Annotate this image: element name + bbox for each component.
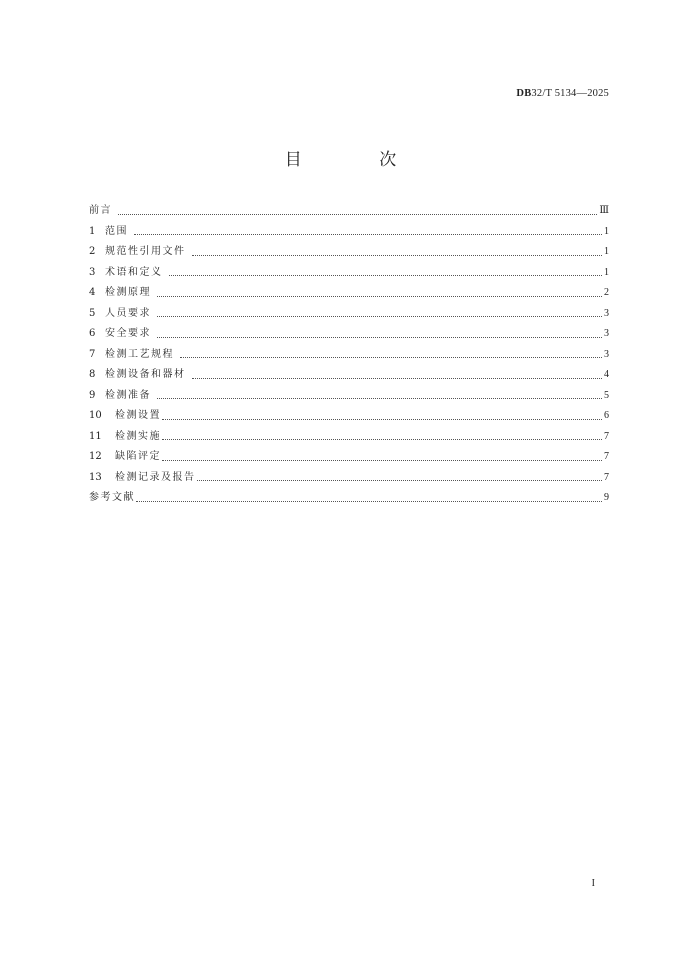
toc-entry-text: 安全要求 xyxy=(105,328,151,339)
toc-leader-dots xyxy=(162,438,602,440)
toc-entry-number: 9 xyxy=(89,389,96,401)
toc-entry-12[interactable] xyxy=(89,447,609,468)
toc-entry-number: 5 xyxy=(89,307,96,319)
toc-entry-bibliography[interactable] xyxy=(89,488,609,509)
toc-entry-text: 检测原理 xyxy=(105,287,151,298)
toc-leader-dots xyxy=(157,315,602,317)
toc-entry-text: 缺陷评定 xyxy=(115,451,161,462)
toc-leader-dots xyxy=(157,336,602,338)
toc-entry-page: 3 xyxy=(604,348,609,360)
toc-entry-number: 4 xyxy=(89,287,96,298)
toc-entry-number: 2 xyxy=(89,246,96,257)
toc-entry-text: 检测记录及报告 xyxy=(115,471,196,483)
toc-entry-page: Ⅲ xyxy=(599,205,609,216)
toc-leader-dots xyxy=(157,295,602,297)
toc-entry-text: 检测实施 xyxy=(115,430,161,442)
toc-entry-text: 检测设备和器材 xyxy=(105,369,186,380)
toc-entry-number: 1 xyxy=(89,225,96,237)
toc-entry-number: 7 xyxy=(89,348,96,360)
toc-entry-11[interactable] xyxy=(89,427,609,448)
toc-entry-text: 人员要求 xyxy=(105,307,151,319)
toc-leader-dots xyxy=(157,397,602,399)
toc-leader-dots xyxy=(136,500,602,502)
toc-entry-4[interactable] xyxy=(89,283,609,304)
standard-code xyxy=(516,88,609,99)
toc-entry-10[interactable] xyxy=(89,406,609,427)
toc-entry-page: 1 xyxy=(604,246,609,257)
page-number: I xyxy=(591,878,595,889)
toc-entry-text: 参考文献 xyxy=(89,492,135,503)
toc-entry-page: 5 xyxy=(604,389,609,401)
toc-entry-page: 1 xyxy=(604,225,609,237)
toc-entry-text: 检测准备 xyxy=(105,389,151,401)
toc-entry-7[interactable] xyxy=(89,345,609,366)
toc-entry-foreword[interactable] xyxy=(89,201,609,222)
toc-entry-text: 前言 xyxy=(89,205,112,216)
toc-entry-3[interactable] xyxy=(89,263,609,284)
toc-leader-dots xyxy=(134,233,602,235)
toc-leader-dots xyxy=(180,356,602,358)
toc-leader-dots xyxy=(192,377,603,379)
toc-entry-page: 7 xyxy=(604,451,609,462)
toc-entry-text: 术语和定义 xyxy=(105,266,163,278)
toc-entry-page: 3 xyxy=(604,328,609,339)
toc-leader-dots xyxy=(197,479,603,481)
toc-entry-page: 4 xyxy=(604,369,609,380)
toc-leader-dots xyxy=(162,418,602,420)
toc-entry-page: 3 xyxy=(604,307,609,319)
toc-entry-text: 规范性引用文件 xyxy=(105,246,186,257)
toc-entry-13[interactable] xyxy=(89,468,609,489)
toc-entry-page: 2 xyxy=(604,287,609,298)
toc-leader-dots xyxy=(169,274,603,276)
toc-entry-number: 10 xyxy=(89,410,102,421)
toc-entry-6[interactable] xyxy=(89,324,609,345)
standard-code-prefix: DB xyxy=(516,88,532,99)
toc-title: 目 次 xyxy=(284,150,433,170)
toc-leader-dots xyxy=(118,213,597,215)
toc-leader-dots xyxy=(192,254,603,256)
table-of-contents xyxy=(89,201,609,509)
toc-entry-number: 12 xyxy=(89,451,102,462)
toc-leader-dots xyxy=(162,459,602,461)
toc-entry-number: 13 xyxy=(89,471,102,483)
toc-entry-1[interactable] xyxy=(89,222,609,243)
toc-entry-page: 6 xyxy=(604,410,609,421)
toc-entry-page: 7 xyxy=(604,471,609,483)
toc-entry-number: 11 xyxy=(89,430,102,442)
toc-entry-9[interactable] xyxy=(89,386,609,407)
toc-entry-page: 1 xyxy=(604,266,609,278)
toc-entry-number: 3 xyxy=(89,266,96,278)
toc-entry-number: 6 xyxy=(89,328,96,339)
toc-entry-page: 7 xyxy=(604,430,609,442)
toc-entry-5[interactable] xyxy=(89,304,609,325)
standard-code-number: 32/T 5134—2025 xyxy=(531,88,609,99)
toc-entry-text: 检测工艺规程 xyxy=(105,348,174,360)
toc-entry-2[interactable] xyxy=(89,242,609,263)
toc-entry-page: 9 xyxy=(604,492,609,503)
toc-entry-number: 8 xyxy=(89,369,96,380)
toc-entry-8[interactable] xyxy=(89,365,609,386)
toc-entry-text: 范围 xyxy=(105,225,128,237)
toc-entry-text: 检测设置 xyxy=(115,410,161,421)
